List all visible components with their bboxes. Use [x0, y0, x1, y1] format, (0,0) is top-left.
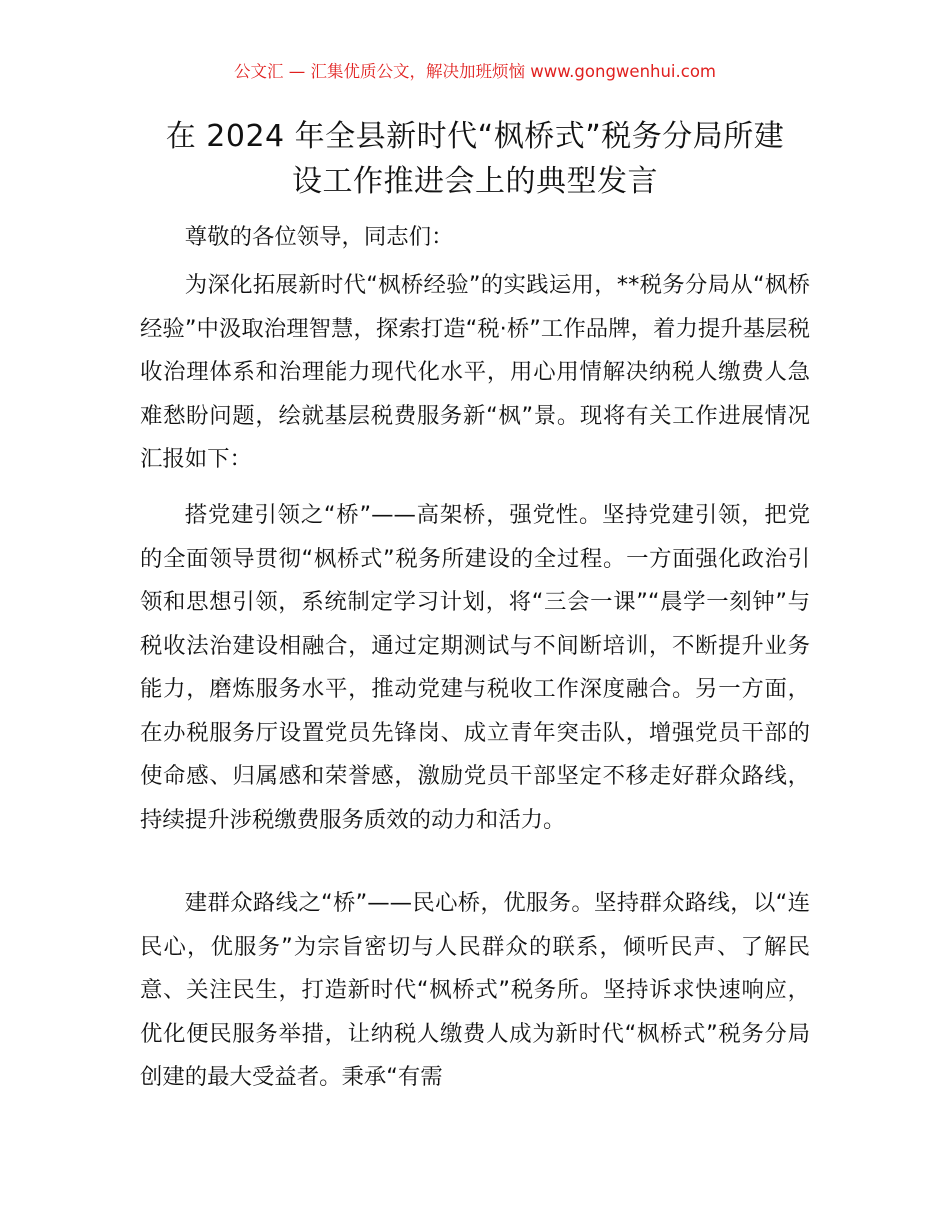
title-line-1: 在 2024 年全县新时代“枫桥式”税务分局所建 [165, 119, 785, 154]
document-title [138, 114, 812, 204]
greeting: 尊敬的各位领导，同志们： [184, 224, 454, 250]
paragraph-text: 为深化拓展新时代“枫桥经验”的实践运用，**税务分局从“枫桥经验”中汲取治理智慧，探索打造“税·桥”工作品牌，着力提升基层税收治理体系和治理能力现代化水平，用心用情解决纳税人缴费人急难愁盼问题，绘就基层税费服务新“枫”景。现将有关工作进展情况汇报如下： [140, 272, 810, 472]
paragraph-party-building [140, 494, 810, 842]
site-banner: 公文汇 — 汇集优质公文，解决加班烦恼 www.gongwenhui.com [233, 62, 717, 81]
paragraph-intro [140, 264, 810, 482]
paragraph-text: 建群众路线之“桥”——民心桥，优服务。坚持群众路线，以“连民心，优服务”为宗旨密切与人民群众的联系，倾听民声、了解民意、关注民生，打造新时代“枫桥式”税务所。坚持诉求快速响应，优化便民服务举措，让纳税人缴费人成为新时代“枫桥式”税务分局创建的最大受益者。秉承“有需 [140, 890, 810, 1090]
title-line-2: 设工作推进会上的典型发言 [292, 164, 658, 199]
paragraph-mass-line [140, 882, 810, 1100]
paragraph-text: 搭党建引领之“桥”——高架桥，强党性。坚持党建引领，把党的全面领导贯彻“枫桥式”税务所建设的全过程。一方面强化政治引领和思想引领，系统制定学习计划，将“三会一课”“晨学一刻钟”与税收法治建设相融合，通过定期测试与不间断培训，不断提升业务能力，磨炼服务水平，推动党建与税收工作深度融合。另一方面，在办税服务厅设置党员先锋岗、成立青年突击队，增强党员干部的使命感、归属感和荣誉感，激励党员干部坚定不移走好群众路线，持续提升涉税缴费服务质效的动力和活力。 [140, 502, 810, 833]
